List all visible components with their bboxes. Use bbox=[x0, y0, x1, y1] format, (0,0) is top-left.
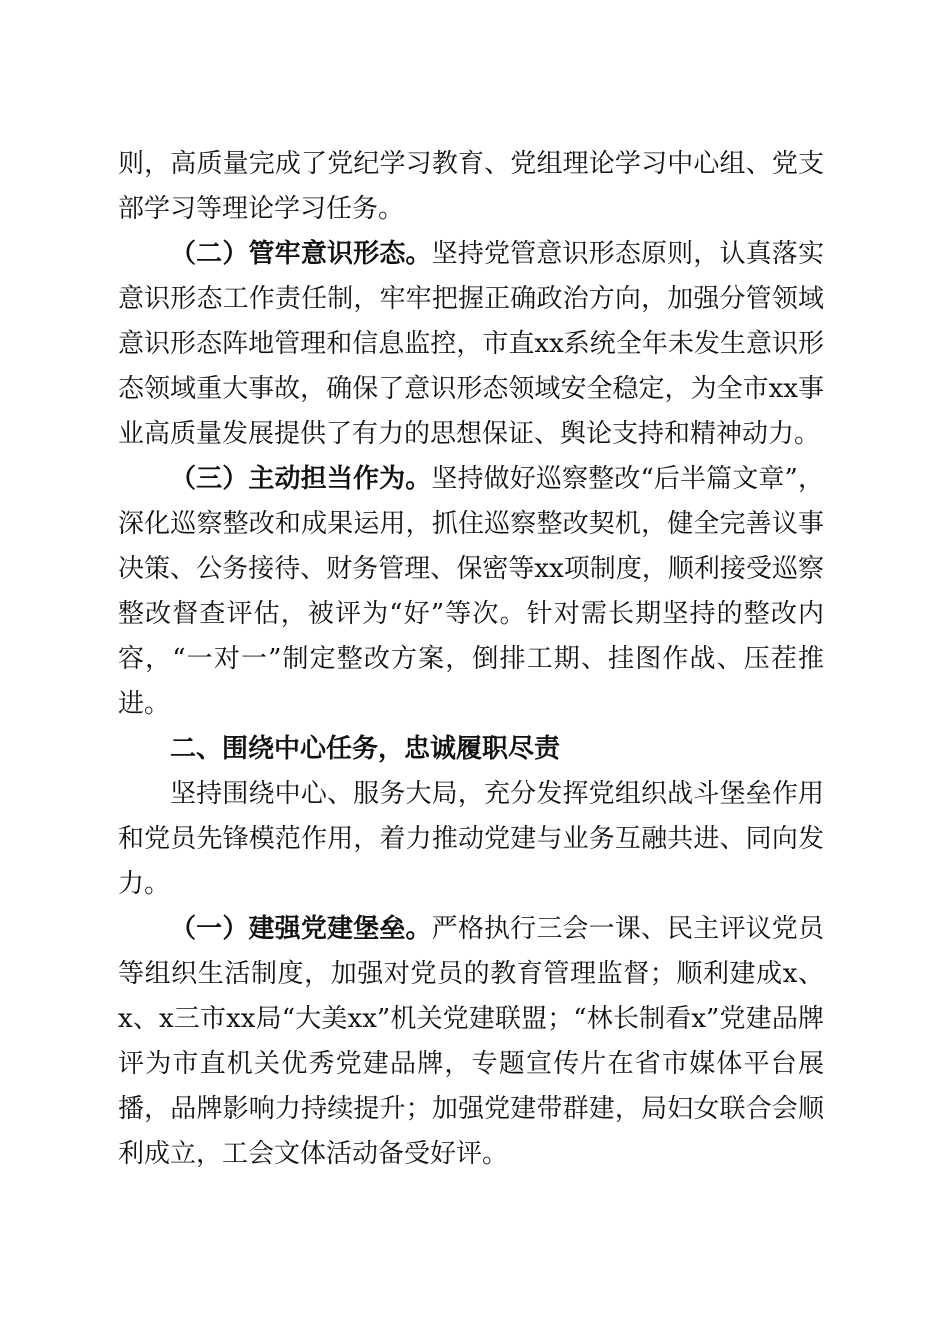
paragraph-ideology bbox=[118, 232, 824, 457]
paragraph-text: 坚持做好巡察整改“后半篇文章”，深化巡察整改和成果运用，抓住巡察整改契机，健全完善议事决策、公务接待、财务管理、保密等xx项制度，顺利接受巡察整改督查评估，被评为“好”等次。针对需长期坚持的整改内容，“一对一”制定整改方案，倒排工期、挂图作战、压茬推进。 bbox=[118, 464, 824, 719]
paragraph-initiative bbox=[118, 457, 824, 727]
paragraph-party-building bbox=[118, 907, 824, 1177]
paragraph-text: 坚持党管意识形态原则，认真落实意识形态工作责任制，牢牢把握正确政治方向，加强分管领域意识形态阵地管理和信息监控，市直xx系统全年未发生意识形态领域重大事故，确保了意识形态领域安全稳定，为全市xx事业高质量发展提供了有力的思想保证、舆论支持和精神动力。 bbox=[118, 239, 824, 449]
paragraph-intro bbox=[118, 772, 824, 907]
paragraph-text: 则，高质量完成了党纪学习教育、党组理论学习中心组、党支部学习等理论学习任务。 bbox=[118, 149, 824, 224]
paragraph-continuation bbox=[118, 142, 824, 232]
subheading-party-building: （一）建强党建堡垒。 bbox=[170, 914, 432, 944]
paragraph-text: 坚持围绕中心、服务大局，充分发挥党组织战斗堡垒作用和党员先锋模范作用，着力推动党建与业务互融共进、同向发力。 bbox=[118, 779, 824, 899]
section-heading: 二、围绕中心任务，忠诚履职尽责 bbox=[170, 734, 561, 764]
paragraph-text: 严格执行三会一课、民主评议党员等组织生活制度，加强对党员的教育管理监督；顺利建成x、x、x三市xx局“大美xx”机关党建联盟；“林长制看x”党建品牌评为市直机关优秀党建品牌，专题宣传片在省市媒体平台展播，品牌影响力持续提升；加强党建带群建，局妇女联合会顺利成立，工会文体活动备受好评。 bbox=[118, 914, 824, 1169]
subheading-ideology: （二）管牢意识形态。 bbox=[170, 239, 432, 269]
document-page bbox=[118, 142, 824, 1177]
subheading-initiative: （三）主动担当作为。 bbox=[170, 464, 432, 494]
